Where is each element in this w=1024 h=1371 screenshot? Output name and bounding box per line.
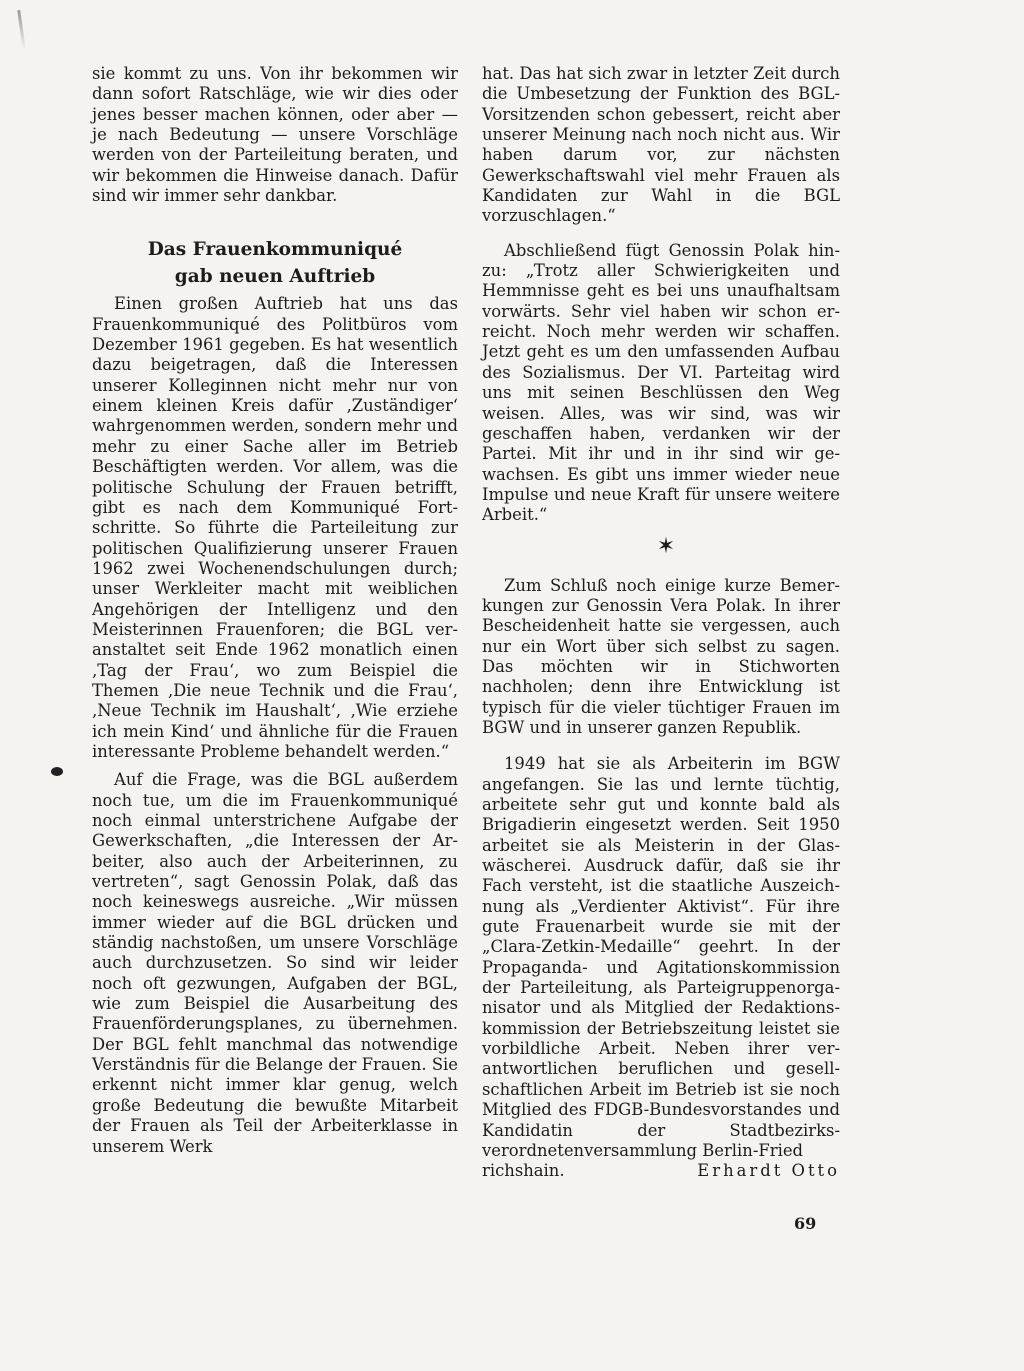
scan-mark [17,10,26,50]
right-column [482,64,840,1182]
paragraph: Zum Schluß noch einige kurze Bemerkungen zur Genossin Vera Polak. In ihrer Bescheidenheit hatte sie vergessen, auch nur ein Wort über sich selbst zu sagen. Das möchten wir in Stichworten nachholen; denn ihre Entwicklung ist typisch für die vieler tüchtiger Frauen im BGW und in unserer ganzen Republik. [482,575,840,737]
paragraph: Einen großen Auftrieb hat uns das Frauenkommuniqué des Politbüros vom Dezember 1961 gegeben. Es hat wesentlich dazu beigetragen, daß die Interessen unserer Kolleginnen nicht mehr nur von einem kleinen Kreis dafür ‚Zuständiger‘ wahrgenommen werden, sondern mehr und mehr zu einer Sache aller im Betrieb Beschäftigten werden. Vor allem, was die politische Schulung der Frauen betrifft, gibt es nach dem Kommuniqué Fortschritte. So führte die Parteileitung zur politischen Qualifizierung unserer Frauen 1962 zwei Wochenendschulungen durch; unser Werkleiter macht mit weiblichen Angehörigen der Intelligenz und den Meisterinnen Frauenforen; die BGL veranstaltet seit Ende 1962 monatlich einen ‚Tag der Frau‘, wo zum Beispiel die Themen ‚Die neue Technik und die Frau‘, ‚Neue Technik im Haushalt‘, ‚Wie erziehe ich mein Kind‘ und ähnliche für die Frauen interessante Probleme behandelt werden.“ [92,294,458,761]
signature-line [482,1161,840,1181]
section-heading [92,236,458,290]
paragraph: sie kommt zu uns. Von ihr bekommen wir dann sofort Ratschläge, wie wir dies oder jenes besser machen können, oder aber — je nach Bedeutung — unsere Vorschläge werden von der Parteileitung beraten, und wir bekommen die Hinweise danach. Dafür sind wir immer sehr dankbar. [92,64,458,206]
author-name: Erhardt Otto [697,1161,840,1181]
paragraph: hat. Das hat sich zwar in letzter Zeit durch die Umbesetzung der Funktion des BGL-Vorsitzenden schon gebessert, reicht aber unserer Meinung nach noch nicht aus. Wir haben darum vor, zur nächsten Gewerkschaftswahl viel mehr Frauen als Kandidaten zur Wahl in die BGL vorzuschlagen.“ [482,64,840,226]
heading-line: Das Frauenkommuniqué [147,239,403,261]
paragraph: Abschließend fügt Genossin Polak hinzu: „Trotz aller Schwierigkeiten und Hemmnisse geht es bei uns unaufhaltsam vorwärts. Sehr viel haben wir schon erreicht. Noch mehr werden wir schaffen. Jetzt geht es um den umfassenden Aufbau des Sozialismus. Der VI. Parteitag wird uns mit seinen Beschlüssen den Weg weisen. Alles, was wir sind, was wir geschaffen haben, verdanken wir der Partei. Mit ihr und in ihr sind wir gewachsen. Es gibt uns immer wieder neue Impulse und neue Kraft für unsere weitere Arbeit.“ [482,240,840,525]
paragraph: Auf die Frage, was die BGL außerdem noch tue, um die im Frauenkommuniqué noch einmal unterstrichene Aufgabe der Gewerkschaften, „die Interessen der Arbeiter, also auch der Arbeiterinnen, zu vertreten“, sagt Genossin Polak, daß das noch keineswegs ausreiche. „Wir müssen immer wieder auf die BGL drücken und ständig nachstoßen, um unsere Vorschläge auch durchzusetzen. So sind wir leider noch oft gezwungen, Aufgaben der BGL, wie zum Beispiel die Ausarbeitung des Frauenförderungsplanes, zu übernehmen. Der BGL fehlt manchmal das notwendige Verständnis für die Belange der Frauen. Sie erkennt nicht immer klar genug, welch große Bedeutung die bewußte Mitarbeit der Frauen als Teil der Arbeiterklasse in unserem Werk [92,770,458,1156]
heading-line: gab neuen Auftrieb [174,266,376,288]
margin-dot-mark [51,767,63,776]
paragraph: 1949 hat sie als Arbeiterin im BGW angefangen. Sie las und lernte tüchtig, arbeitete sehr gut und konnte bald als Brigadierin eingesetzt werden. Seit 1950 arbeitet sie als Meisterin in der Glaswäscherei. Ausdruck dafür, daß sie ihr Fach versteht, ist die staatliche Auszeichnung als „Verdienter Aktivist“. Für ihre gute Frauenarbeit wurde sie mit der „Clara-Zetkin-Medaille“ geehrt. In der Propaganda- und Agitationskommission der Parteileitung, als Parteigruppenorganisator und als Mitglied der Redaktionskommission der Betriebszeitung leistet sie vorbildliche Arbeit. Neben ihrer verantwortlichen beruflichen und gesellschaftlichen Arbeit im Betrieb ist sie noch Mitglied des FDGB-Bundesvorstandes und Kandidatin der Stadtbezirksverordnetenversammlung Berlin-Fried [482,754,840,1160]
left-column [92,64,458,1157]
page-number: 69 [794,1214,817,1233]
paragraph-end: richshain. [482,1161,565,1181]
section-separator: ✶ [656,533,676,559]
